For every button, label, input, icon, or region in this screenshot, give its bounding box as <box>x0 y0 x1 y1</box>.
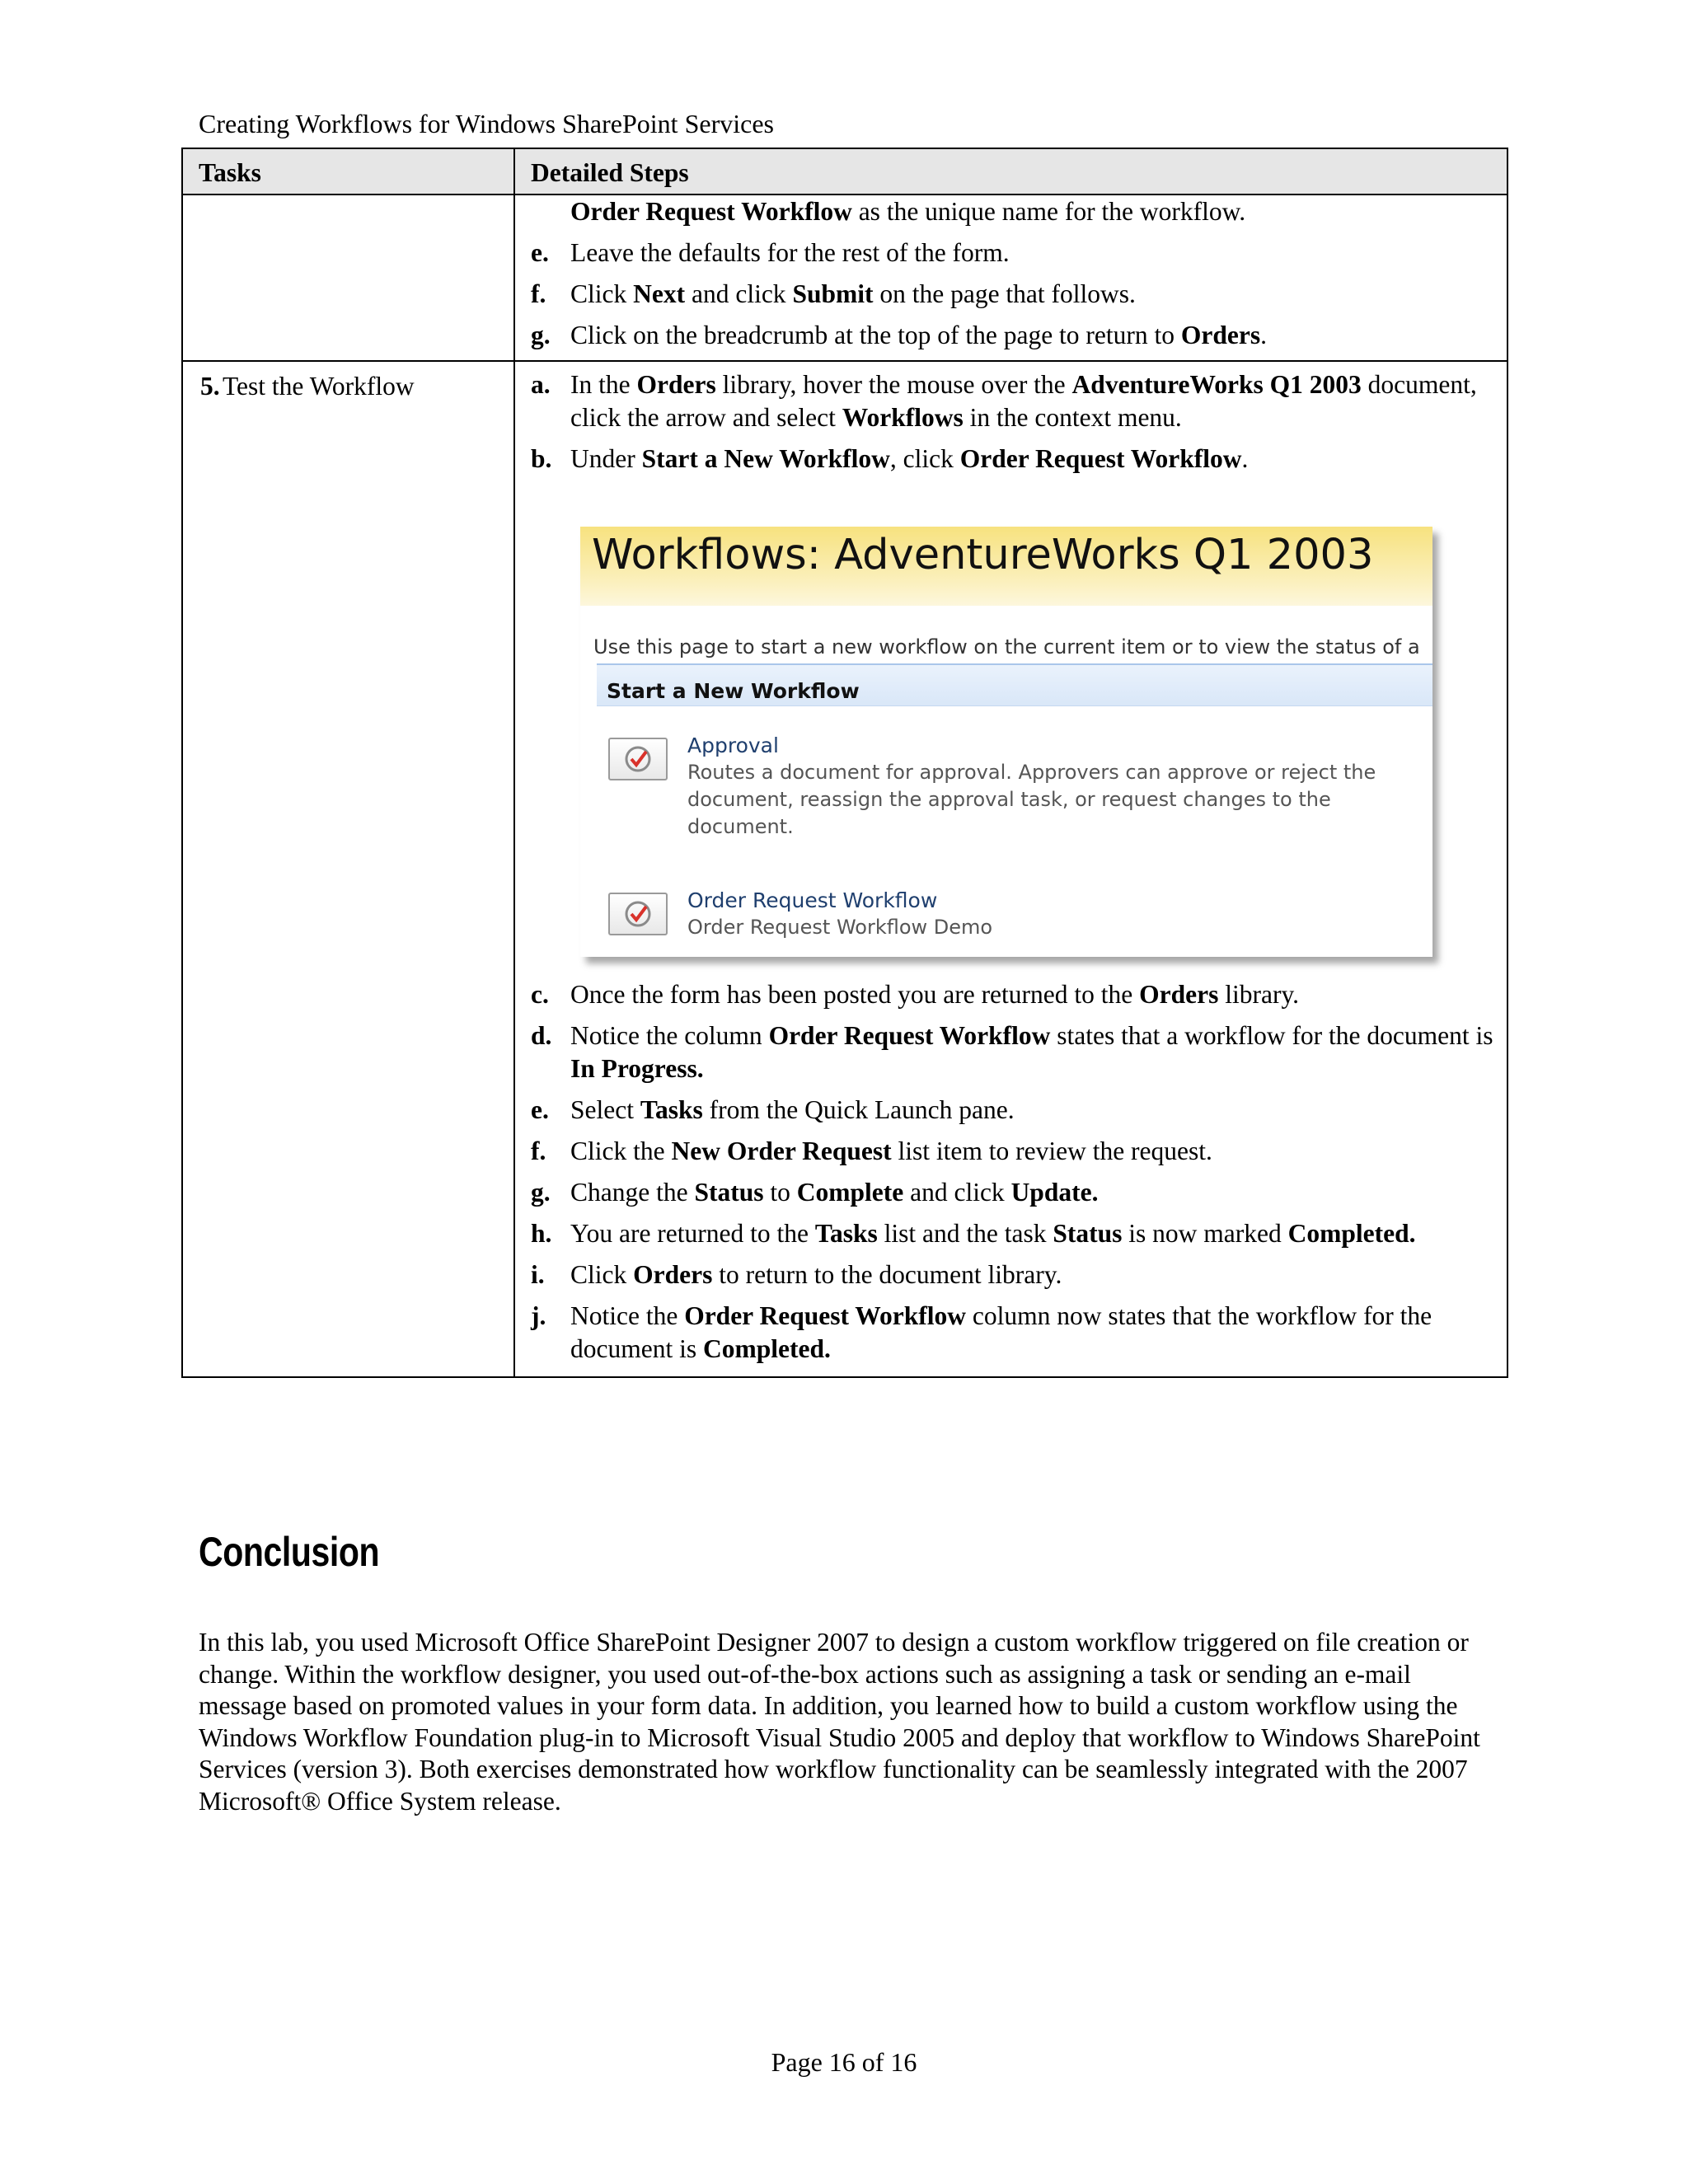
steps-list <box>515 195 1507 352</box>
column-header-tasks: Tasks <box>182 148 514 194</box>
steps-list <box>515 368 1507 476</box>
workflows-page-intro: Use this page to start a new workflow on the current item or to view the status of a <box>593 635 1420 658</box>
conclusion-heading: Conclusion <box>199 1529 380 1575</box>
workflow-name[interactable]: Approval <box>687 733 779 757</box>
step-item: h. You are returned to the Tasks list and the task Status is now marked Completed. <box>531 1219 1416 1248</box>
page-number: Page 16 of 16 <box>771 2047 917 2077</box>
step-item: c. Once the form has been posted you are returned to the Orders library. <box>531 980 1300 1009</box>
step-item: f. Click the New Order Request list item to review the request. <box>531 1137 1212 1165</box>
sharepoint-workflows-screenshot <box>580 527 1432 957</box>
start-new-workflow-header: Start a New Workflow <box>597 663 1432 706</box>
workflow-description: Order Request Workflow Demo <box>687 916 993 939</box>
running-header: Creating Workflows for Windows SharePoint Services <box>199 109 774 138</box>
workflow-name[interactable]: Order Request Workflow <box>687 888 938 912</box>
workflow-item-order-request[interactable] <box>608 888 1413 941</box>
step-item: d. Notice the column Order Request Workflow states that a workflow for the document is In Progress. <box>531 1021 1493 1083</box>
steps-table <box>181 148 1508 1378</box>
workflows-page-title: Workflows: AdventureWorks Q1 2003 <box>580 527 1432 606</box>
step-item: f. Click Next and click Submit on the page that follows. <box>531 279 1136 308</box>
step-item: i. Click Orders to return to the document library. <box>531 1260 1062 1289</box>
table-header-row <box>182 148 1507 194</box>
conclusion-paragraph: In this lab, you used Microsoft Office SharePoint Designer 2007 to design a custom workflow triggered on file creation or change. Within the workflow designer, you used out-of-the-box actions such as assigning a task or sending an e-mail message based on promoted values in your form data. In addition, you learned how to build a custom workflow using the Windows Workflow Foundation plug-in to Microsoft Visual Studio 2005 and deploy that workflow to Windows SharePoint Services (version 3). Both exercises demonstrated how workflow functionality can be seamlessly integrated with the 2007 Microsoft® Office System release. <box>199 1628 1480 1816</box>
step-item: a. In the Orders library, hover the mouse over the AdventureWorks Q1 2003 document, click the arrow and select Workflows in the context menu. <box>531 370 1477 432</box>
steps-cell <box>514 194 1507 361</box>
step-item: e. Select Tasks from the Quick Launch pane. <box>531 1095 1015 1124</box>
workflow-description: Routes a document for approval. Approvers can approve or reject the document, reassign the approval task, or request changes to the document. <box>687 761 1376 838</box>
task-cell-empty <box>182 194 514 361</box>
workflow-icon <box>608 893 668 935</box>
steps-list <box>515 978 1507 1366</box>
step-item: j. Notice the Order Request Workflow column now states that the workflow for the document is Completed. <box>531 1301 1432 1363</box>
column-header-detailed-steps: Detailed Steps <box>514 148 1507 194</box>
task-label: Test the Workflow <box>223 372 415 401</box>
task-number: 5. <box>200 372 220 401</box>
task-cell <box>182 361 514 1377</box>
step-item: b. Under Start a New Workflow, click Order Request Workflow. <box>531 444 1249 473</box>
workflow-item-approval[interactable] <box>608 733 1413 841</box>
step-item: g. Click on the breadcrumb at the top of the page to return to Orders. <box>531 321 1268 349</box>
table-row <box>182 361 1507 1377</box>
steps-cell <box>514 361 1507 1377</box>
workflow-icon <box>608 738 668 780</box>
step-item: e. Leave the defaults for the rest of the form. <box>531 238 1010 267</box>
step-continuation: Order Request Workflow as the unique name for the workflow. <box>570 197 1246 226</box>
step-item: g. Change the Status to Complete and click Update. <box>531 1178 1099 1207</box>
table-row <box>182 194 1507 361</box>
